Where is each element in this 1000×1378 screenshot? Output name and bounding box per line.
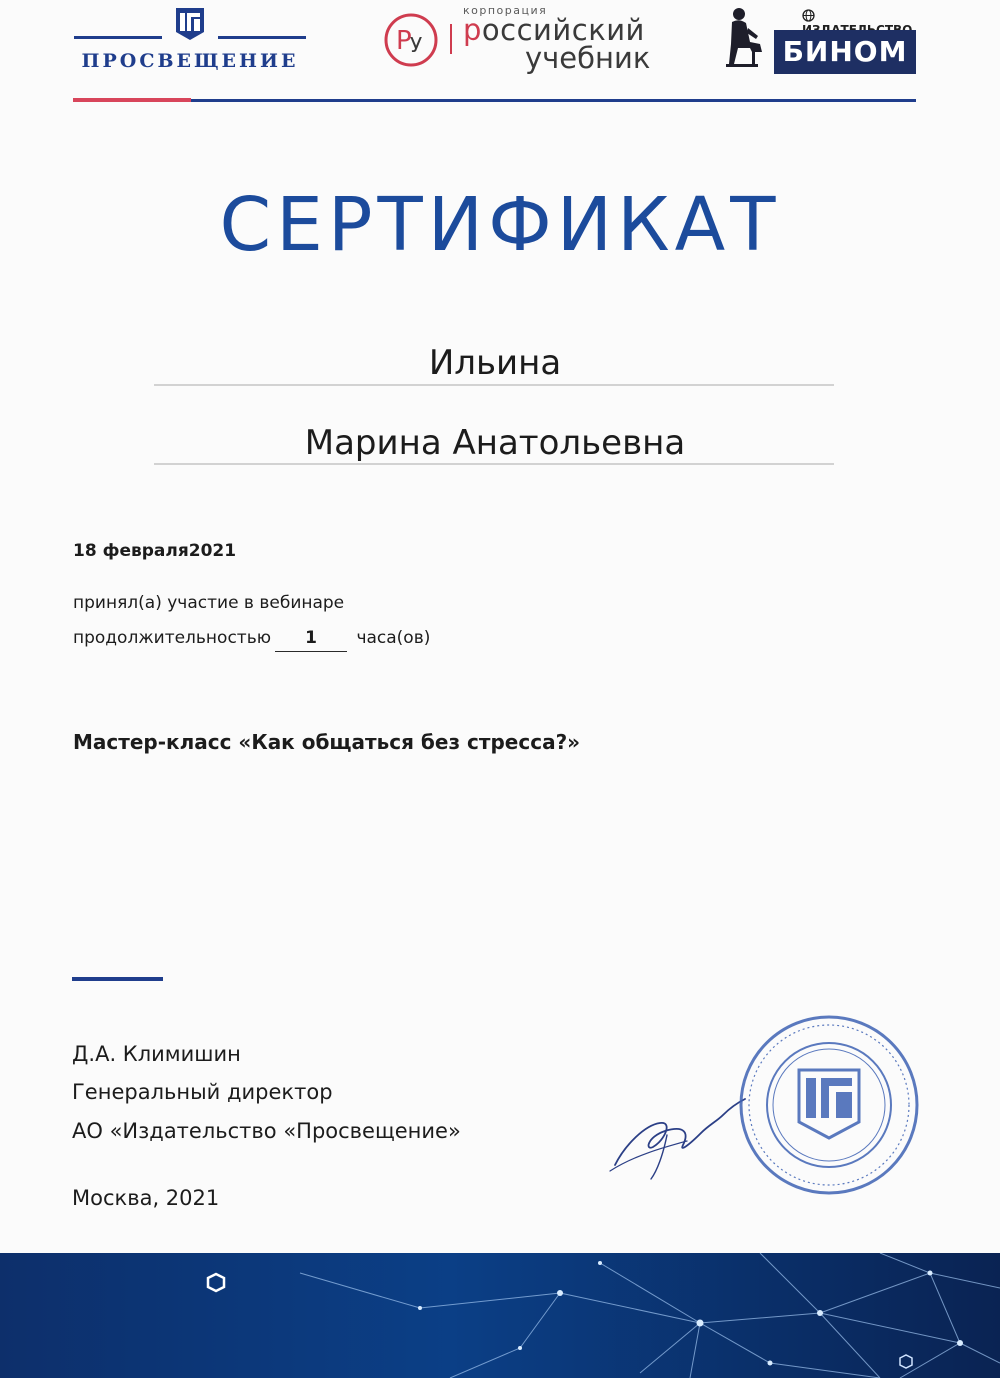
given-names-underline xyxy=(154,463,834,465)
recipient-given-names: Марина Анатольевна xyxy=(304,423,686,463)
duration-unit: часа(ов) xyxy=(356,628,431,648)
certificate-title: СЕРТИФИКАТ xyxy=(219,182,781,268)
duration-label: продолжительностью xyxy=(73,628,272,648)
event-title: Мастер-класс «Как общаться без стресса?» xyxy=(73,730,581,754)
signer-organization: АО «Издательство «Просвещение» xyxy=(72,1119,461,1143)
signer-name: Д.А. Климишин xyxy=(72,1042,241,1066)
svg-text:У: У xyxy=(410,33,423,57)
header-rule-blue xyxy=(191,99,916,102)
surname-underline xyxy=(154,384,834,386)
participation-text: принял(а) участие в вебинаре xyxy=(73,593,345,613)
event-date: 18 февраля2021 xyxy=(73,541,237,561)
binom-logo xyxy=(722,6,918,76)
duration-row xyxy=(73,628,430,652)
ru-circle-emblem-icon xyxy=(383,12,439,68)
recipient-surname: Ильина xyxy=(428,343,562,383)
duration-hours: 1 xyxy=(275,628,347,652)
ros-uchebnik-logo xyxy=(383,4,655,74)
company-seal xyxy=(736,1012,922,1198)
signer-position: Генеральный директор xyxy=(72,1080,333,1104)
logo-bar-right xyxy=(218,36,306,39)
prosveshchenie-wordmark: ПРОСВЕЩЕНИЕ xyxy=(81,50,299,72)
city-and-year: Москва, 2021 xyxy=(72,1186,220,1210)
prosveshchenie-logo xyxy=(74,6,306,72)
seated-figure-icon xyxy=(722,6,768,72)
signature-accent-rule xyxy=(72,977,163,981)
footer-network-graphic xyxy=(0,1253,1000,1378)
logo-bar-left xyxy=(74,36,162,39)
binom-name-box: БИНОМ xyxy=(774,30,916,74)
ros-uchebnik-rest: оссийский xyxy=(481,13,645,47)
globe-icon xyxy=(802,9,815,22)
ros-uchebnik-line2: учебник xyxy=(525,41,651,75)
ros-uchebnik-initial: р xyxy=(463,13,482,47)
svg-text:Р: Р xyxy=(396,26,412,56)
logo-separator xyxy=(450,24,452,54)
ros-uchebnik-corp-label: корпорация xyxy=(463,4,548,17)
prosveshchenie-emblem-icon xyxy=(174,6,206,42)
header-rule-red xyxy=(73,98,191,102)
handwritten-signature xyxy=(605,1085,755,1185)
